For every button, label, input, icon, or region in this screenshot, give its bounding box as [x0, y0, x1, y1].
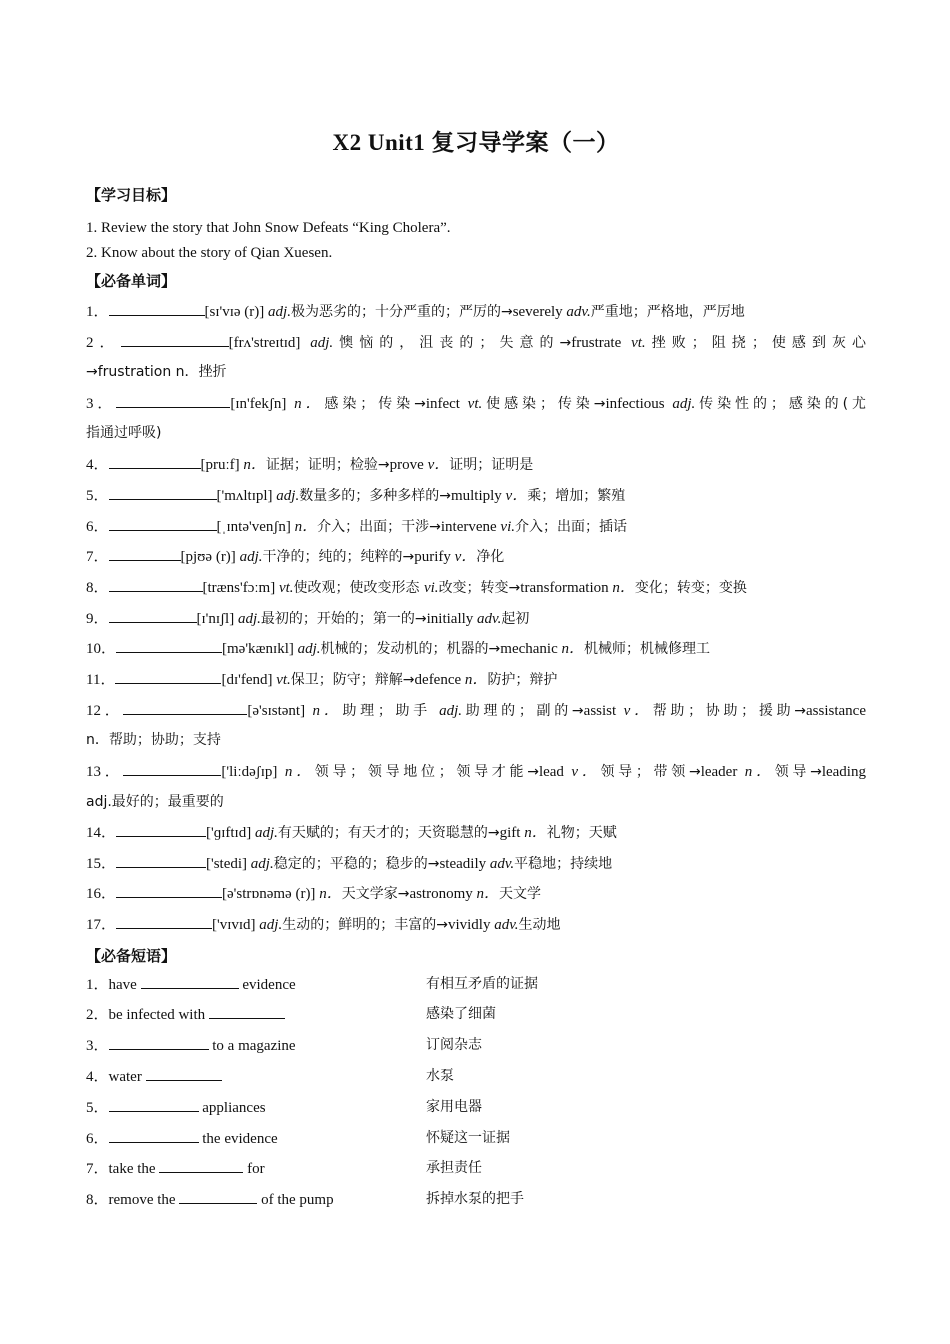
goals-heading: 【学习目标】: [86, 186, 177, 204]
meaning: 帮助；协助；援助→: [652, 703, 807, 719]
word-item: [86, 669, 866, 690]
phonetic: ['vɪvɪd]: [212, 917, 256, 933]
word-item: [86, 761, 866, 782]
derived-word: astronomy: [409, 886, 473, 902]
phrase-suffix: appliances: [198, 1100, 266, 1116]
meaning: 平稳地；持续地: [514, 856, 613, 872]
word-item: [86, 485, 866, 506]
phrase-english: [86, 974, 296, 995]
phrase-suffix: to a magazine: [208, 1038, 296, 1054]
part-of-speech: n．: [319, 886, 342, 902]
derived-word: frustrate: [571, 335, 622, 351]
answer-blank[interactable]: [159, 1158, 243, 1173]
item-number: 8．: [86, 580, 109, 596]
phonetic: [ɪn'fekʃn]: [230, 396, 287, 412]
answer-blank[interactable]: [115, 669, 221, 684]
part-of-speech: vt.: [631, 335, 646, 351]
item-number: 6．: [86, 1131, 109, 1147]
phrase-suffix: evidence: [238, 977, 296, 993]
word-item: [86, 516, 866, 537]
meaning: 传染性的；感染的(尤: [695, 396, 867, 412]
meaning: 助理的；副的→: [462, 703, 584, 719]
phrase-prefix: take the: [108, 1161, 160, 1177]
answer-blank[interactable]: [109, 516, 217, 531]
word-item-continued: adj.最好的；最重要的: [86, 794, 224, 810]
derived-word: defence: [414, 672, 462, 688]
answer-blank[interactable]: [109, 301, 205, 316]
part-of-speech: n．: [294, 519, 318, 535]
part-of-speech: n．: [284, 764, 315, 780]
answer-blank[interactable]: [141, 974, 239, 989]
word-item: [86, 393, 866, 414]
word-item-continued: →frustration n．挫折: [86, 364, 227, 380]
phonetic: ['liːdəʃɪp]: [221, 764, 278, 780]
item-number: 1．: [86, 304, 109, 320]
phrase-prefix: remove the: [108, 1192, 180, 1208]
phonetic: [pruːf]: [200, 457, 240, 473]
meaning: 干净的；纯的；纯粹的→: [262, 549, 415, 565]
item-number: 10．: [86, 641, 117, 657]
meaning: 使感染；传染→: [482, 396, 606, 412]
meaning: 机械的；发动机的；机器的→: [320, 641, 501, 657]
meaning: 乘；增加；繁殖: [527, 488, 626, 504]
derived-word: mechanic: [500, 641, 558, 657]
item-number: 16．: [86, 886, 117, 902]
goal-item: 1. Review the story that John Snow Defeats “King Cholera”.: [86, 220, 451, 236]
part-of-speech: adj.: [254, 825, 278, 841]
item-number: 3．: [86, 396, 117, 412]
phrase-english: [86, 1004, 285, 1025]
item-number: 3．: [86, 1038, 109, 1054]
phrase-suffix: for: [243, 1161, 265, 1177]
meaning: 领导→: [774, 764, 822, 780]
answer-blank[interactable]: [116, 883, 222, 898]
answer-blank[interactable]: [116, 393, 230, 408]
word-item: [86, 853, 866, 874]
phonetic: [ə'sɪstənt]: [247, 703, 306, 719]
item-number: 17．: [86, 917, 117, 933]
item-number: 1．: [86, 977, 109, 993]
phrase-prefix: water: [108, 1069, 146, 1085]
derived-word: infect: [425, 396, 460, 412]
answer-blank[interactable]: [123, 761, 221, 776]
part-of-speech: adj.: [672, 396, 696, 412]
item-number: 4．: [86, 457, 109, 473]
derived-word: multiply: [450, 488, 502, 504]
item-number: 4．: [86, 1069, 109, 1085]
phrase-chinese: 怀疑这一证据: [426, 1130, 510, 1146]
meaning: 天文学家→: [341, 886, 410, 902]
part-of-speech: adj.: [297, 641, 321, 657]
meaning: 改变；转变→: [438, 580, 521, 596]
item-number: 13．: [86, 764, 124, 780]
phrase-chinese: 承担责任: [426, 1160, 482, 1176]
part-of-speech: adj.: [268, 304, 291, 320]
item-number: 8．: [86, 1192, 109, 1208]
part-of-speech: n．: [524, 825, 547, 841]
meaning: 生动的；鲜明的；丰富的→: [282, 917, 448, 933]
phrase-english: [86, 1066, 222, 1087]
phrase-english: [86, 1035, 296, 1056]
word-item: [86, 332, 866, 353]
word-item: [86, 608, 866, 629]
phonetic: [sɪ'vɪə (r)]: [204, 304, 265, 320]
meaning: 净化: [476, 549, 505, 565]
word-item: [86, 301, 866, 322]
part-of-speech: vi.: [500, 519, 515, 535]
part-of-speech: adj.: [259, 917, 283, 933]
part-of-speech: v．: [505, 488, 528, 504]
meaning: 变化；转变；变换: [634, 580, 747, 596]
answer-blank[interactable]: [109, 1128, 199, 1143]
answer-blank[interactable]: [109, 1035, 209, 1050]
part-of-speech: adj.: [250, 856, 274, 872]
part-of-speech: n．: [294, 396, 325, 412]
meaning: 严重地；严格地，严厉地: [590, 304, 745, 320]
phrase-chinese: 感染了细菌: [426, 1006, 496, 1022]
answer-blank[interactable]: [121, 332, 229, 347]
phrase-chinese: 订阅杂志: [426, 1037, 482, 1053]
meaning: 证据；证明；检验→: [265, 457, 390, 473]
item-number: 2．: [86, 335, 121, 351]
meaning: 机械师；机械修理工: [584, 641, 711, 657]
meaning: 数量多的；多种多样的→: [299, 488, 451, 504]
part-of-speech: v．: [427, 457, 450, 473]
part-of-speech: n．: [744, 764, 775, 780]
phrase-prefix: have: [108, 977, 141, 993]
part-of-speech: adj.: [276, 488, 300, 504]
part-of-speech: adj.: [310, 335, 334, 351]
word-item: [86, 822, 866, 843]
answer-blank[interactable]: [109, 577, 203, 592]
goal-item: 2. Know about the story of Qian Xuesen.: [86, 245, 333, 261]
item-number: 2．: [86, 1007, 109, 1023]
word-item: [86, 883, 866, 904]
meaning: 生动地: [518, 917, 561, 933]
part-of-speech: vt.: [278, 580, 294, 596]
phrases-heading: 【必备短语】: [86, 947, 177, 965]
answer-blank[interactable]: [146, 1066, 222, 1081]
item-number: 9．: [86, 611, 109, 627]
answer-blank[interactable]: [109, 608, 197, 623]
derived-word: initially: [426, 611, 474, 627]
part-of-speech: adv.: [489, 856, 515, 872]
item-number: 11．: [86, 672, 116, 688]
part-of-speech: vt.: [467, 396, 483, 412]
derived-word: steadily: [439, 856, 487, 872]
part-of-speech: v．: [454, 549, 477, 565]
meaning: 极为恶劣的；十分严重的；严厉的→: [290, 304, 513, 320]
meaning: 感染；传染→: [324, 396, 426, 412]
word-item: [86, 914, 866, 935]
phonetic: [frʌ'streɪtɪd]: [228, 335, 301, 351]
part-of-speech: adv.: [477, 611, 502, 627]
phonetic: ['ɡɪftɪd]: [206, 825, 252, 841]
part-of-speech: vt.: [276, 672, 291, 688]
phrase-english: [86, 1189, 334, 1210]
word-item: [86, 577, 866, 598]
derived-word: leading: [821, 764, 866, 780]
meaning: 礼物；天赋: [546, 825, 617, 841]
phrase-english: [86, 1128, 278, 1149]
phonetic: ['stedi]: [206, 856, 248, 872]
phrase-chinese: 有相互矛盾的证据: [426, 976, 538, 992]
meaning: 领导；带领→: [600, 764, 701, 780]
answer-blank[interactable]: [109, 454, 201, 469]
word-item: [86, 700, 866, 721]
item-number: 15．: [86, 856, 117, 872]
derived-word: transformation: [520, 580, 609, 596]
derived-word: vividly: [447, 917, 491, 933]
part-of-speech: n．: [464, 672, 488, 688]
answer-blank[interactable]: [116, 853, 206, 868]
derived-word: lead: [538, 764, 564, 780]
part-of-speech: n．: [476, 886, 500, 902]
answer-blank[interactable]: [116, 638, 222, 653]
phrase-english: [86, 1158, 265, 1179]
phrase-suffix: of the pump: [257, 1192, 334, 1208]
part-of-speech: n．: [612, 580, 635, 596]
meaning: 稳定的；平稳的；稳步的→: [273, 856, 440, 872]
meaning: 证明；证明是: [449, 457, 534, 473]
derived-word: leader: [700, 764, 738, 780]
word-item-continued: 指通过呼吸): [86, 425, 162, 441]
item-number: 5．: [86, 1100, 109, 1116]
item-number: 7．: [86, 549, 109, 565]
item-number: 5．: [86, 488, 109, 504]
answer-blank[interactable]: [116, 914, 212, 929]
answer-blank[interactable]: [209, 1004, 285, 1019]
answer-blank[interactable]: [109, 546, 181, 561]
word-item: [86, 546, 866, 567]
phrase-chinese: 拆掉水泵的把手: [426, 1191, 524, 1207]
meaning: 有天赋的；有天才的；天资聪慧的→: [277, 825, 500, 841]
part-of-speech: n．: [312, 703, 343, 719]
phonetic: [dɪ'fend]: [221, 672, 273, 688]
part-of-speech: adv.: [566, 304, 591, 320]
phonetic: ['mʌltɪpl]: [216, 488, 273, 504]
words-heading: 【必备单词】: [86, 272, 177, 290]
meaning: 领导；领导地位；领导才能→: [314, 764, 539, 780]
answer-blank[interactable]: [116, 822, 206, 837]
phonetic: [mə'kænɪkl]: [222, 641, 294, 657]
phonetic: [ə'strɒnəmə (r)]: [222, 886, 316, 902]
page-title: X2 Unit1 复习导学案（一）: [332, 130, 620, 155]
part-of-speech: n．: [561, 641, 585, 657]
derived-word: purify: [414, 549, 451, 565]
part-of-speech: adv.: [494, 917, 519, 933]
answer-blank[interactable]: [109, 485, 217, 500]
meaning: 懊恼的，沮丧的；失意的→: [333, 335, 572, 351]
meaning: 助理；助手: [342, 703, 440, 719]
meaning: 天文学: [499, 886, 542, 902]
answer-blank[interactable]: [109, 1097, 199, 1112]
phrase-prefix: be infected with: [108, 1007, 209, 1023]
phonetic: [pjʊə (r)]: [180, 549, 236, 565]
word-item: [86, 638, 866, 659]
phonetic: [ɪ'nɪʃl]: [196, 611, 235, 627]
word-item-continued: n．帮助；协助；支持: [86, 732, 221, 748]
answer-blank[interactable]: [123, 700, 247, 715]
part-of-speech: adj.: [239, 549, 263, 565]
phrase-english: [86, 1097, 266, 1118]
derived-word: assist: [583, 703, 617, 719]
part-of-speech: v．: [623, 703, 653, 719]
derived-word: severely: [512, 304, 563, 320]
item-number: 12．: [86, 703, 124, 719]
answer-blank[interactable]: [179, 1189, 257, 1204]
phonetic: [ˌɪntə'venʃn]: [216, 519, 291, 535]
part-of-speech: adj.: [439, 703, 463, 719]
derived-word: infectious: [605, 396, 665, 412]
phonetic: [træns'fɔːm]: [202, 580, 276, 596]
meaning: 介入；出面；干涉→: [317, 519, 441, 535]
word-item: [86, 454, 866, 475]
meaning: 起初: [501, 611, 530, 627]
phrase-suffix: the evidence: [198, 1131, 278, 1147]
meaning: 使改观；使改变形态: [293, 580, 424, 596]
derived-word: gift: [499, 825, 521, 841]
part-of-speech: adj.: [237, 611, 261, 627]
meaning: 最初的；开始的；第一的→: [260, 611, 427, 627]
phrase-chinese: 家用电器: [426, 1099, 482, 1115]
derived-word: intervene: [440, 519, 497, 535]
item-number: 14．: [86, 825, 117, 841]
part-of-speech: vi.: [423, 580, 439, 596]
part-of-speech: n．: [243, 457, 266, 473]
meaning: 防护；辩护: [487, 672, 558, 688]
item-number: 6．: [86, 519, 109, 535]
meaning: 保卫；防守；辩解→: [290, 672, 415, 688]
derived-word: prove: [389, 457, 424, 473]
phrase-chinese: 水泵: [426, 1068, 454, 1084]
item-number: 7．: [86, 1161, 109, 1177]
part-of-speech: v．: [571, 764, 601, 780]
derived-word: assistance: [806, 703, 866, 719]
meaning: 挫败；阻挠；使感到灰心: [645, 335, 867, 351]
meaning: 介入；出面；插话: [515, 519, 627, 535]
